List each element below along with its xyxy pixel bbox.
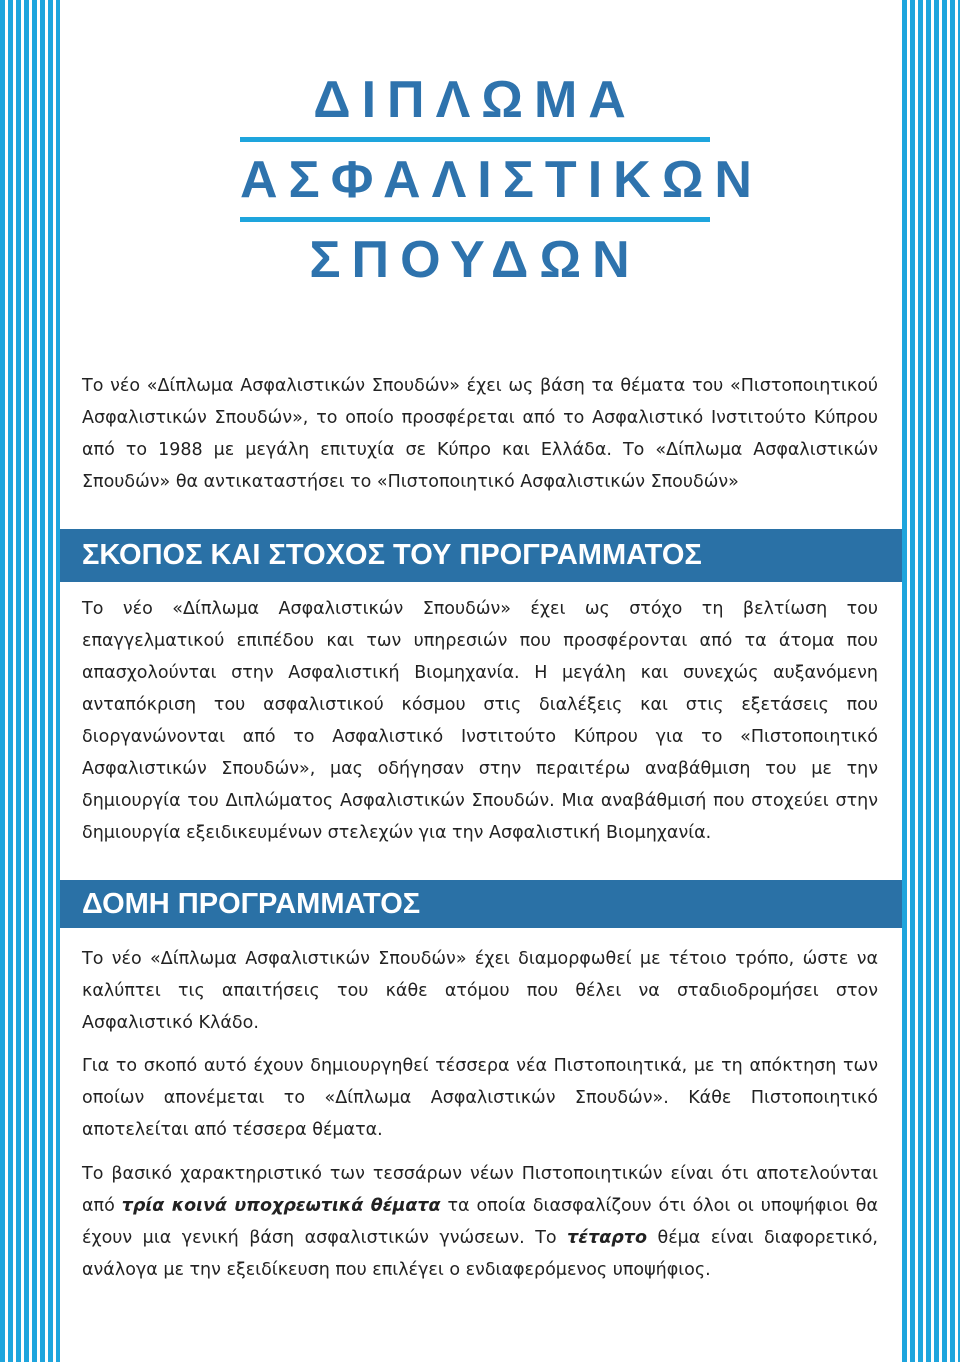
emphasis-fourth: τέταρτο — [567, 1228, 647, 1248]
structure-paragraph-2: Για το σκοπό αυτό έχουν δημιουργηθεί τέσσερα νέα Πιστοποιητικά, με τη απόκτηση των οποίων απονέμεται το «Δίπλωμα Ασφαλιστικών Σπουδών». Κάθε Πιστοποιητικό αποτελείται από τέσσερα θέματα. — [82, 1056, 878, 1140]
section-band-structure — [60, 880, 902, 928]
document-title — [240, 70, 763, 290]
paragraph-text: θέμα είναι διαφορετικό, ανάλογα με την εξειδίκευση που επιλέγει ο ενδιαφερόμενος υποψήφιος. — [82, 1228, 878, 1280]
paragraph-text: τα οποία διασφαλίζουν ότι όλοι οι υποψήφιοι θα έχουν μια γενική βάση ασφαλιστικών γνώσεων. Το — [82, 1196, 879, 1248]
title-line-2: ΑΣΦΑΛΙΣΤΙΚΩΝ — [240, 151, 763, 209]
title-divider — [240, 217, 710, 222]
paragraph-text: Το βασικό χαρακτηριστικό των τεσσάρων νέων Πιστοποιητικών είναι ότι αποτελούνται από — [82, 1164, 878, 1216]
title-line-1: ΔΙΠΛΩΜΑ — [313, 71, 637, 129]
section-band-purpose — [60, 529, 902, 582]
title-divider — [240, 137, 710, 142]
left-stripe-border — [0, 0, 60, 1362]
purpose-paragraph: Το νέο «Δίπλωμα Ασφαλιστικών Σπουδών» έχει ως στόχο τη βελτίωση του επαγγελματικού επιπέδου και των υπηρεσιών που προσφέρονται από τα άτομα που απασχολούνται στην Ασφαλιστική Βιομηχανία. Η μεγάλη και συνεχώς αυξανόμενη ανταπόκριση του ασφαλιστικού κόσμου στις διαλέξεις και στις εξετάσεις που διοργανώνονται από το Ασφαλιστικό Ινστιτούτο Κύπρου για το «Πιστοποιητικό Ασφαλιστικών Σπουδών», μας οδήγησαν στην περαιτέρω αναβάθμιση του με την δημιουργία του Διπλώματος Ασφαλιστικών Σπουδών. Μια αναβάθμισή που στοχεύει στην δημιουργία εξειδικευμένων στελεχών για την Ασφαλιστική Βιομηχανία. — [82, 599, 878, 843]
section-heading-structure: ΔΟΜΗ ΠΡΟΓΡΑΜΜΑΤΟΣ — [82, 888, 421, 920]
section-heading-purpose: ΣΚΟΠΟΣ ΚΑΙ ΣΤΟΧΟΣ ΤΟΥ ΠΡΟΓΡΑΜΜΑΤΟΣ — [82, 539, 702, 571]
intro-paragraph: Το νέο «Δίπλωμα Ασφαλιστικών Σπουδών» έχει ως βάση τα θέματα του «Πιστοποιητικού Ασφαλιστικών Σπουδών», το οποίο προσφέρεται από το Ασφαλιστικό Ινστιτούτο Κύπρου από το 1988 με μεγάλη επιτυχία σε Κύπρο και Ελλάδα. Το «Δίπλωμα Ασφαλιστικών Σπουδών» θα αντικαταστήσει το «Πιστοποιητικό Ασφαλιστικών Σπουδών» — [82, 376, 878, 492]
right-stripe-border — [902, 0, 960, 1362]
title-line-3: ΣΠΟΥΔΩΝ — [309, 231, 641, 289]
structure-paragraph-3 — [82, 1158, 878, 1286]
structure-paragraph-1: Το νέο «Δίπλωμα Ασφαλιστικών Σπουδών» έχει διαμορφωθεί με τέτοιο τρόπο, ώστε να καλύπτει τις απαιτήσεις του κάθε ατόμου που θέλει να σταδιοδρομήσει στον Ασφαλιστικό Κλάδο. — [82, 949, 878, 1033]
emphasis-common-subjects: τρία κοινά υποχρεωτικά θέματα — [121, 1196, 441, 1216]
